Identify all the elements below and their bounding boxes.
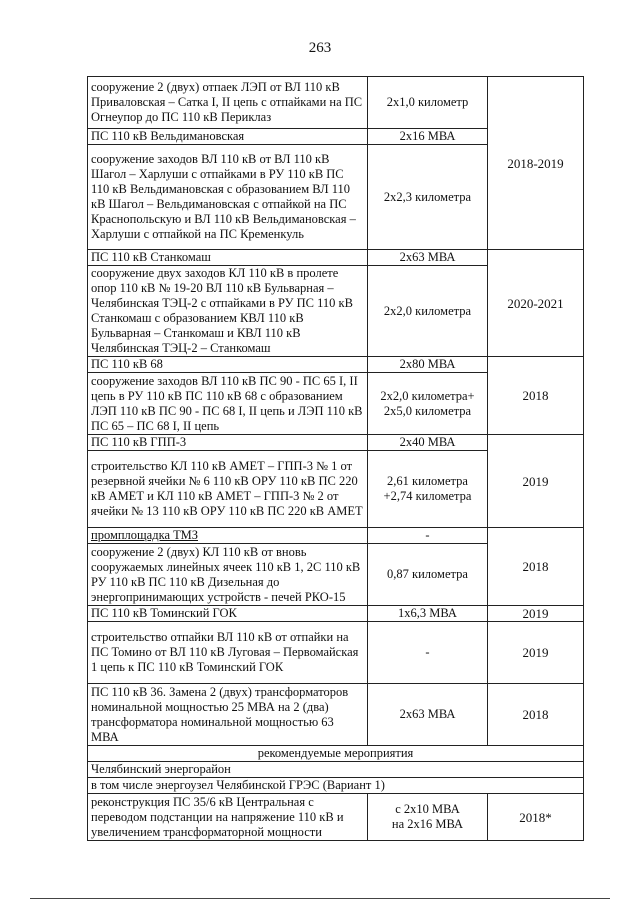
- measure-year: 2019: [488, 622, 584, 684]
- measure-capacity: 2х16 МВА: [368, 129, 488, 145]
- measure-year: 2018*: [488, 794, 584, 841]
- measure-description: ПС 110 кВ ГПП-3: [88, 435, 368, 451]
- measure-year: 2018: [488, 684, 584, 746]
- measure-capacity: 2х2,0 километра: [368, 266, 488, 357]
- measure-capacity: 0,87 километра: [368, 544, 488, 606]
- measure-capacity: [368, 794, 488, 841]
- section-row: [88, 762, 584, 778]
- table-row: [88, 622, 584, 684]
- table-row: [88, 435, 584, 451]
- measure-description: сооружение двух заходов КЛ 110 кВ в пролете опор 110 кВ № 19-20 ВЛ 110 кВ Бульварная – Челябинская ТЭЦ-2 с отпайками в РУ ПС 110 кВ Станкомаш с образованием КВЛ 110 кВ Бульварная – Станкомаш и КВЛ 110 кВ Челябинская ТЭЦ-2 – Станкомаш: [88, 266, 368, 357]
- table-row: [88, 77, 584, 129]
- measures-table: [87, 76, 584, 841]
- measure-description: сооружение 2 (двух) КЛ 110 кВ от вновь сооружаемых линейных ячеек 110 кВ 1, 2С 110 кВ РУ 110 кВ ПС 110 кВ Дизельная до энергопринимающих устройств - печей РКО-15: [88, 544, 368, 606]
- measure-capacity: 2х2,3 километра: [368, 145, 488, 250]
- measure-description: ПС 110 кВ Вельдимановская: [88, 129, 368, 145]
- capacity-line: +2,74 километра: [383, 489, 472, 503]
- measure-description: сооружение заходов ВЛ 110 кВ от ВЛ 110 кВ Шагол – Харлуши с отпайками в РУ 110 кВ ПС 110 кВ Вельдимановская с образованием ВЛ 110 кВ Шагол – Вельдимановская с отпайкой на ПС Краснопольскую и ВЛ 110 кВ Вельдимановская – Харлуши с отпайкой на ПС Кременкуль: [88, 145, 368, 250]
- measure-year: 2020-2021: [488, 250, 584, 357]
- capacity-line: на 2х16 МВА: [391, 817, 464, 831]
- measure-year: 2018: [488, 528, 584, 606]
- section-row: [88, 746, 584, 762]
- measure-year: 2019: [488, 606, 584, 622]
- measure-capacity: [368, 451, 488, 528]
- capacity-line: 2х5,0 километра: [383, 403, 472, 418]
- capacity-line: 2х2,0 километра+: [380, 388, 475, 403]
- section-row: [88, 778, 584, 794]
- table-row: [88, 528, 584, 544]
- section-heading-recommended: рекомендуемые мероприятия: [88, 746, 584, 762]
- measure-description: ПС 110 кВ 68: [88, 357, 368, 373]
- capacity-line: с 2х10 МВА: [395, 802, 460, 816]
- measure-capacity: 2х40 МВА: [368, 435, 488, 451]
- measure-description: реконструкция ПС 35/6 кВ Центральная с переводом подстанции на напряжение 110 кВ и увеличением трансформаторной мощности: [88, 794, 368, 841]
- measure-year: 2018: [488, 357, 584, 435]
- section-heading-region: Челябинский энергорайон: [88, 762, 584, 778]
- page-number: 263: [308, 40, 332, 56]
- measure-year: 2019: [488, 435, 584, 528]
- measure-description: ПС 110 кВ 36. Замена 2 (двух) трансформаторов номинальной мощностью 25 МВА на 2 (два) трансформатора номинальной мощностью 63 МВА: [88, 684, 368, 746]
- capacity-line: 2,61 километра: [387, 474, 468, 488]
- measure-description: строительство КЛ 110 кВ АМЕТ – ГПП-3 № 1 от резервной ячейки № 6 110 кВ ОРУ 110 кВ ПС 220 кВ АМЕТ и КЛ 110 кВ АМЕТ – ГПП-3 № 2 от ячейки № 13 110 кВ ОРУ 110 кВ ПС 220 кВ АМЕТ: [88, 451, 368, 528]
- table-row: [88, 250, 584, 266]
- measure-description: ПС 110 кВ Томинский ГОК: [88, 606, 368, 622]
- measure-description: сооружение 2 (двух) отпаек ЛЭП от ВЛ 110 кВ Приваловская – Сатка I, II цепь с отпайками на ПС Огнеупор до ПС 110 кВ Периклаз: [88, 77, 368, 129]
- measure-description: промплощадка ТМЗ: [88, 528, 368, 544]
- table-row: [88, 794, 584, 841]
- measure-capacity: -: [368, 622, 488, 684]
- measure-capacity: 2х63 МВА: [368, 684, 488, 746]
- measure-capacity: [368, 373, 488, 435]
- measure-description: сооружение заходов ВЛ 110 кВ ПС 90 - ПС 65 I, II цепь в РУ 110 кВ ПС 110 кВ 68 с образованием ЛЭП 110 кВ ПС 90 - ПС 68 I, II цепь и ЛЭП 110 кВ ПС 65 – ПС 68 I, II цепь: [88, 373, 368, 435]
- table-row: [88, 684, 584, 746]
- measure-year: 2018-2019: [488, 77, 584, 250]
- measure-capacity: 1х6,3 МВА: [368, 606, 488, 622]
- measure-capacity: 2х63 МВА: [368, 250, 488, 266]
- page-bottom-divider: [30, 898, 610, 899]
- measure-capacity: 2х80 МВА: [368, 357, 488, 373]
- section-heading-node: в том числе энергоузел Челябинской ГРЭС (Вариант 1): [88, 778, 584, 794]
- table-row: [88, 357, 584, 373]
- table-row: [88, 606, 584, 622]
- measure-capacity: 2х1,0 километр: [368, 77, 488, 129]
- measure-capacity: -: [368, 528, 488, 544]
- measure-description: ПС 110 кВ Станкомаш: [88, 250, 368, 266]
- measure-description: строительство отпайки ВЛ 110 кВ от отпайки на ПС Томино от ВЛ 110 кВ Луговая – Первомайская 1 цепь к ПС 110 кВ Томинский ГОК: [88, 622, 368, 684]
